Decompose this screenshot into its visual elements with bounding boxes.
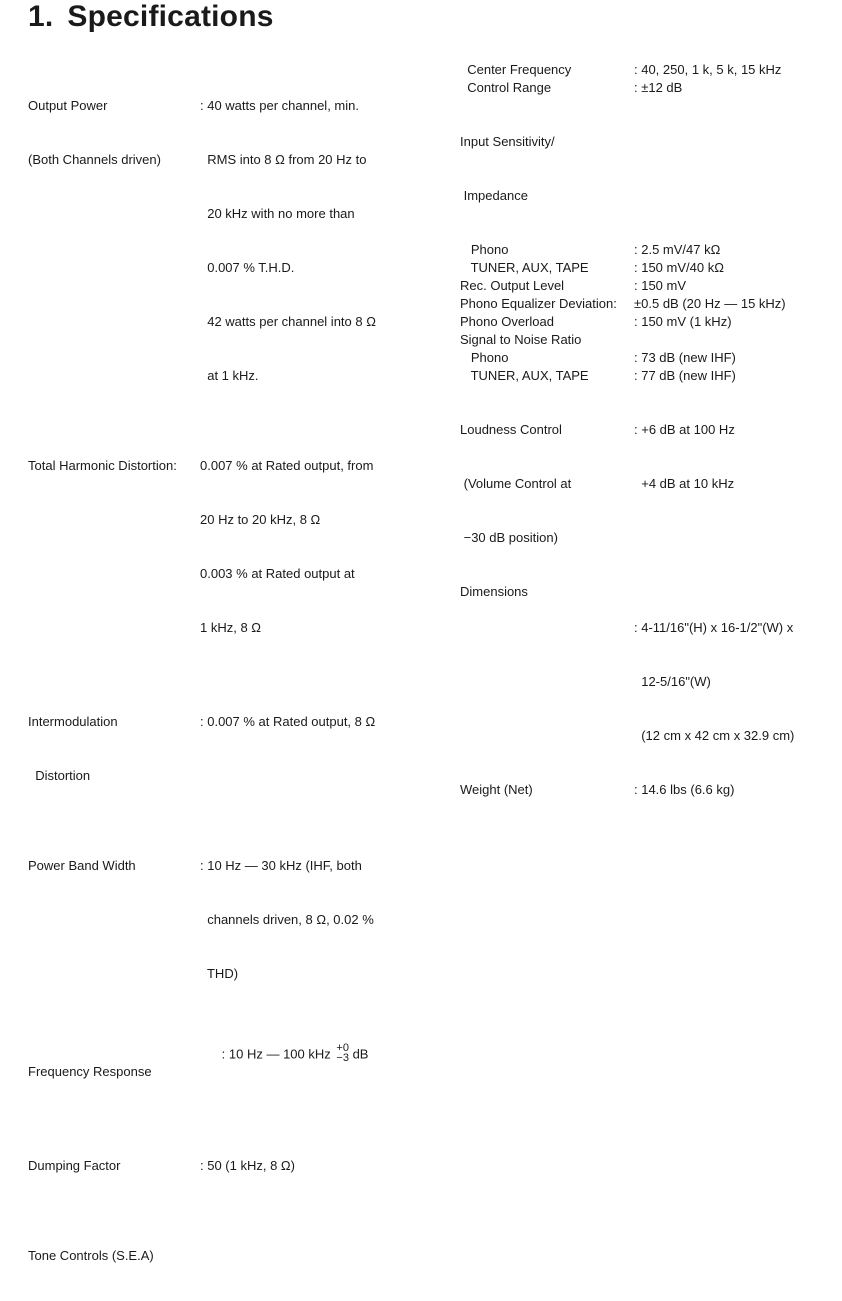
spec-value: RMS into 8 Ω from 20 Hz to [200,152,367,167]
spec-input-tuner-aux-tape [460,259,842,277]
spec-weight [460,781,842,799]
spec-input-phono [460,241,842,259]
spec-value: : 150 mV/40 kΩ [634,260,724,275]
spec-value: : 77 dB (new IHF) [634,368,736,383]
spec-tone-controls [28,1211,428,1301]
spec-value: : 4-11/16"(H) x 16-1/2"(W) x [634,620,794,635]
spec-power-band-width [28,821,428,1019]
spec-label: Phono Overload [460,314,554,329]
spec-value: : 0.007 % at Rated output, 8 Ω [200,714,376,729]
spec-value: : ±12 dB [634,80,683,95]
section-title: Specifications [67,0,274,33]
spec-value: at 1 kHz. [200,368,259,383]
spec-frequency-response [28,1027,428,1117]
specs-left-column [28,61,428,1301]
spec-label: Phono [460,350,509,365]
spec-phono-overload [460,313,842,331]
spec-value: 1 kHz, 8 Ω [200,620,262,635]
spec-rec-output-level [460,277,842,295]
spec-label: Phono Equalizer Deviation: [460,296,617,311]
section-number: 1. [28,0,54,33]
spec-label: Dimensions [460,584,528,599]
spec-label: Dumping Factor [28,1158,121,1173]
spec-label: Center Frequency [460,62,572,77]
spec-value: : 2.5 mV/47 kΩ [634,242,721,257]
spec-label: Input Sensitivity/ [460,134,555,149]
spec-value: : 10 Hz — 30 kHz (IHF, both [200,858,362,873]
spec-value: 0.003 % at Rated output at [200,566,355,581]
spec-label: Signal to Noise Ratio [460,332,582,347]
tolerance-plus: +0 [336,1042,349,1054]
tolerance-minus: −3 [336,1052,349,1064]
spec-label: Intermodulation [28,714,118,729]
spec-value: 12-5/16"(W) [634,674,711,689]
spec-value: : 73 dB (new IHF) [634,350,736,365]
spec-value: : 14.6 lbs (6.6 kg) [634,782,735,797]
spec-value: channels driven, 8 Ω, 0.02 % [200,912,374,927]
tolerance-unit: dB [352,1046,369,1062]
spec-label: Distortion [28,768,91,783]
spec-value: +4 dB at 10 kHz [634,476,735,491]
spec-value: THD) [200,966,239,981]
page-title [28,0,274,34]
spec-value: 20 kHz with no more than [200,206,355,221]
spec-label: TUNER, AUX, TAPE [460,260,589,275]
spec-dimensions [460,583,842,781]
spec-value: 0.007 % at Rated output, from [200,458,374,473]
tolerance-fraction [336,1043,349,1063]
spec-value: : 150 mV (1 kHz) [634,314,732,329]
spec-snr-phono [460,349,842,367]
spec-label: Frequency Response [28,1064,152,1079]
spec-phono-equalizer-deviation [460,295,842,313]
spec-label: Loudness Control [460,422,562,437]
spec-label: −30 dB position) [460,530,558,545]
spec-label: (Both Channels driven) [28,152,161,167]
spec-signal-to-noise [460,331,842,349]
spec-value: : 40, 250, 1 k, 5 k, 15 kHz [634,62,782,77]
spec-label: Impedance [460,188,528,203]
spec-value: (12 cm x 42 cm x 32.9 cm) [634,728,795,743]
spec-label: Control Range [460,80,552,95]
spec-value: 0.007 % T.H.D. [200,260,295,275]
spec-label: (Volume Control at [460,476,572,491]
spec-dumping-factor [28,1121,428,1211]
spec-value: 42 watts per channel into 8 Ω [200,314,376,329]
spec-intermodulation [28,677,428,821]
spec-label: Total Harmonic Distortion: [28,458,177,473]
spec-thd [28,421,428,673]
spec-snr-tuner-aux-tape [460,367,842,385]
spec-label: Weight (Net) [460,782,533,797]
spec-value: : 50 (1 kHz, 8 Ω) [200,1158,295,1173]
spec-value: 20 Hz to 20 kHz, 8 Ω [200,512,321,527]
spec-value: ±0.5 dB (20 Hz — 15 kHz) [634,296,786,311]
spec-loudness-control [460,385,842,583]
spec-value: : +6 dB at 100 Hz [634,422,735,437]
spec-label: Output Power [28,98,108,113]
spec-label: Tone Controls (S.E.A) [28,1248,154,1263]
spec-label: Power Band Width [28,858,136,873]
spec-label: Rec. Output Level [460,278,565,293]
spec-label: Phono [460,242,509,257]
spec-input-sensitivity [460,97,842,241]
spec-output-power [28,61,428,421]
spec-value: : 150 mV [634,278,687,293]
spec-value: : 40 watts per channel, min. [200,98,359,113]
spec-control-range [460,79,842,97]
spec-center-frequency [460,61,842,79]
specs-right-column [460,61,842,799]
spec-value: : 10 Hz — 100 kHz [221,1046,335,1062]
spec-label: TUNER, AUX, TAPE [460,368,589,383]
